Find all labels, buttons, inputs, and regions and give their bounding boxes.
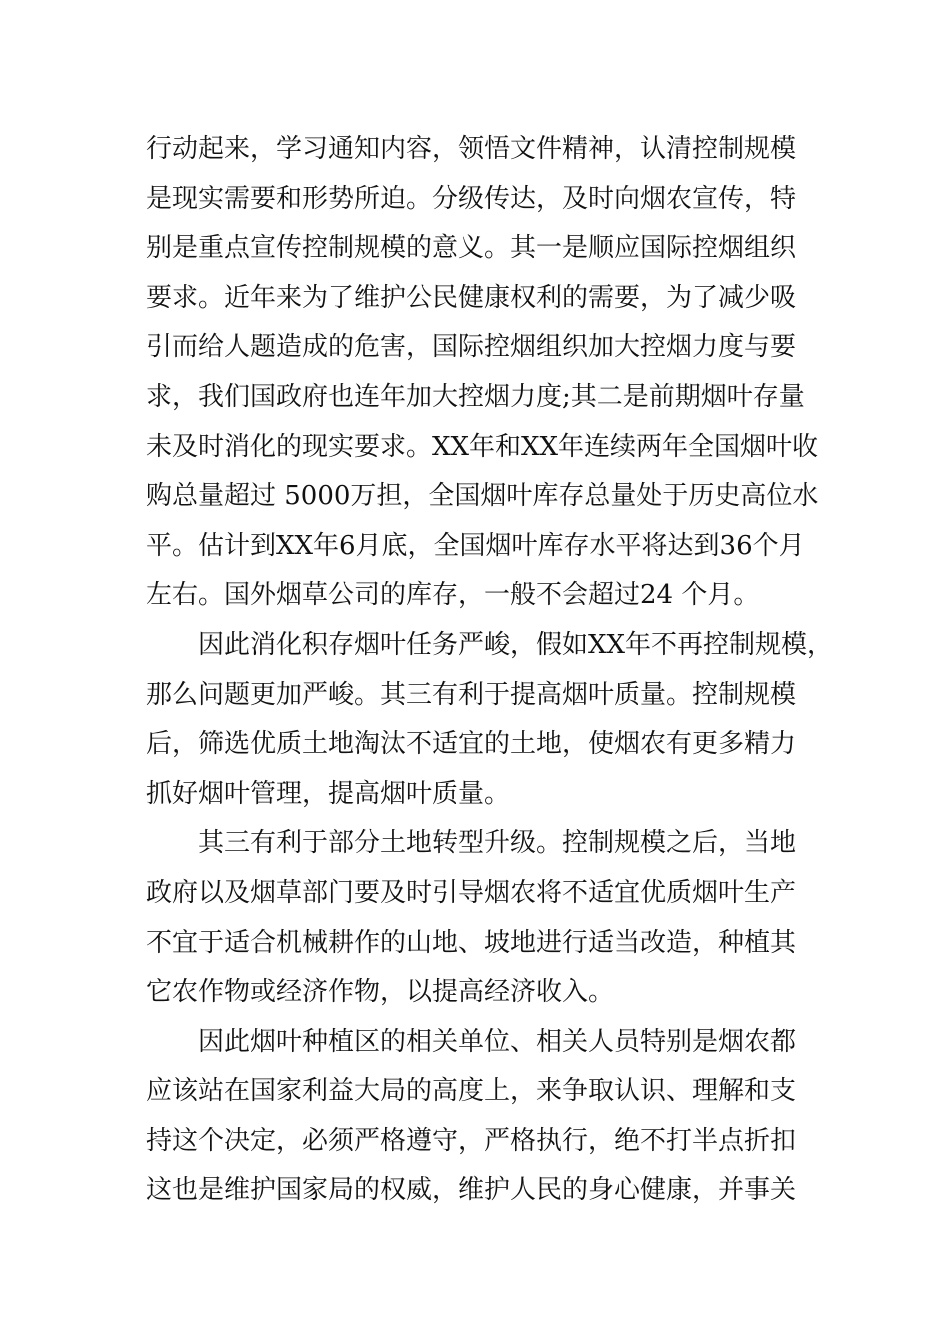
text-line: 因此烟叶种植区的相关单位、相关人员特别是烟农都	[198, 1026, 797, 1057]
text-line: 求，我们国政府也连年加大控烟力度;其二是前期烟叶存量	[146, 381, 805, 412]
text-line: 要求。近年来为了维护公民健康权利的需要，为了减少吸	[146, 282, 797, 313]
text-line: 左右。国外烟草公司的库存，一般不会超过24 个月。	[146, 580, 760, 611]
text-line: 抓好烟叶管理，提高烟叶质量。	[146, 778, 511, 809]
text-line: 平。估计到XX年6月底，全国烟叶库存水平将达到36个月	[146, 530, 805, 561]
body-text	[146, 125, 836, 1216]
text-line: 它农作物或经济作物，以提高经济收入。	[146, 977, 615, 1008]
text-line: 引而给人题造成的危害，国际控烟组织加大控烟力度与要	[146, 332, 797, 363]
text-line: 其三有利于部分土地转型升级。控制规模之后，当地	[198, 828, 797, 859]
text-line: 后，筛选优质土地淘汰不适宜的土地，使烟农有更多精力	[146, 729, 797, 760]
text-line: 应该站在国家利益大局的高度上，来争取认识、理解和支	[146, 1076, 797, 1107]
text-line: 那么问题更加严峻。其三有利于提高烟叶质量。控制规模	[146, 679, 797, 710]
text-line: 别是重点宣传控制规模的意义。其一是顺应国际控烟组织	[146, 233, 797, 264]
text-line: 持这个决定，必须严格遵守，严格执行，绝不打半点折扣	[146, 1125, 797, 1156]
text-line: 不宜于适合机械耕作的山地、坡地进行适当改造，种植其	[146, 927, 797, 958]
text-line: 未及时消化的现实要求。XX年和XX年连续两年全国烟叶收	[146, 431, 819, 462]
text-line: 政府以及烟草部门要及时引导烟农将不适宜优质烟叶生产	[146, 877, 797, 908]
text-line: 是现实需要和形势所迫。分级传达，及时向烟农宣传，特	[146, 183, 797, 214]
text-line: 行动起来，学习通知内容，领悟文件精神，认清控制规模	[146, 134, 797, 164]
text-line: 因此消化积存烟叶任务严峻，假如XX年不再控制规模，	[198, 629, 834, 660]
text-line: 购总量超过 5000万担，全国烟叶库存总量处于历史高位水	[146, 481, 819, 512]
text-line: 这也是维护国家局的权威，维护人民的身心健康，并事关	[146, 1175, 797, 1206]
